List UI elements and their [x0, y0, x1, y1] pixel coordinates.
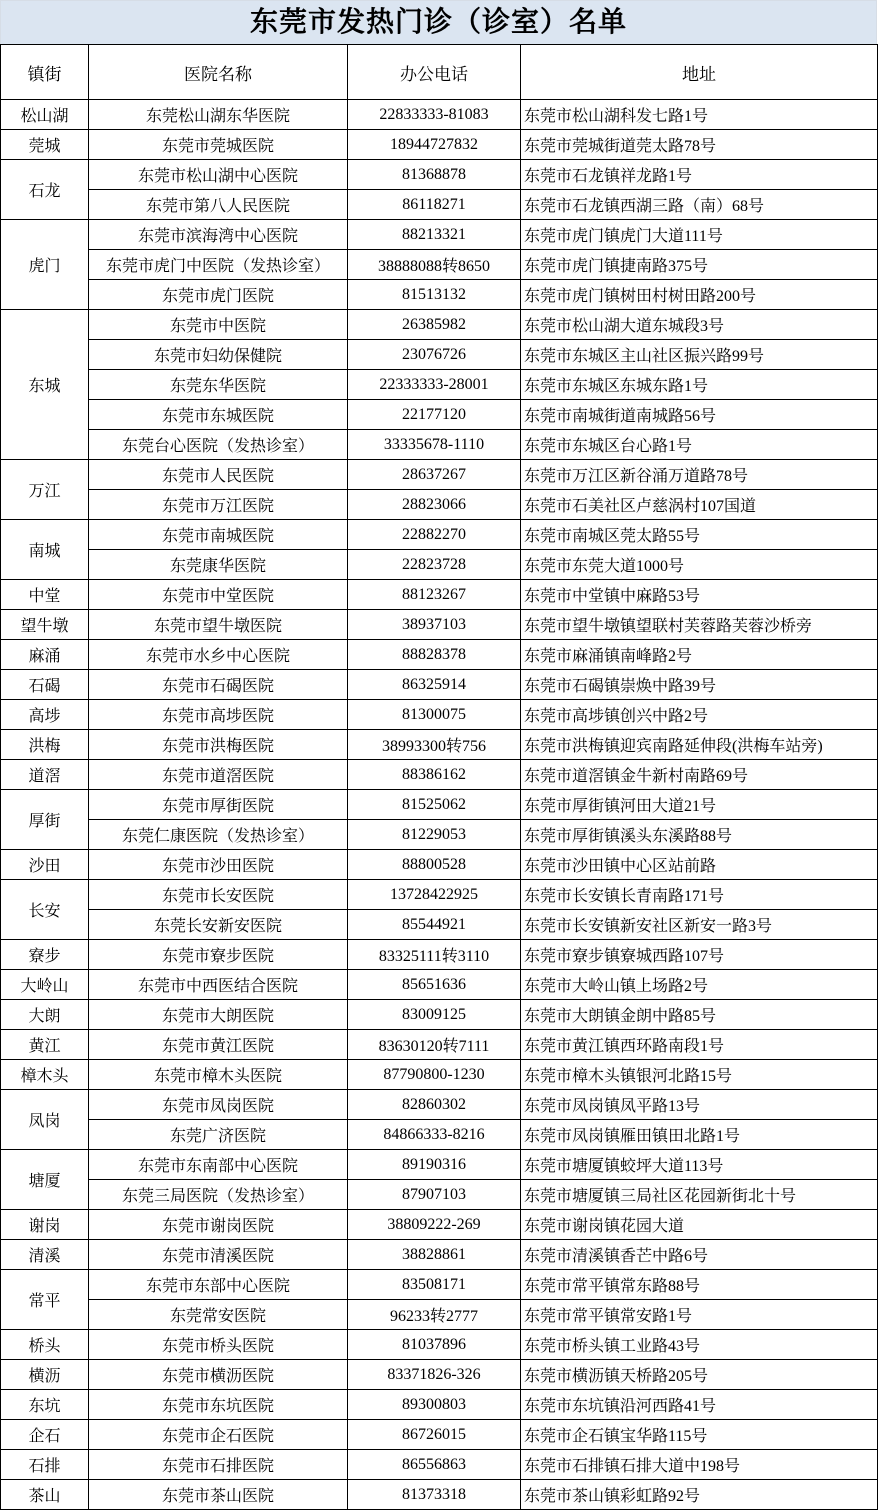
phone-cell: 83371826-326 — [348, 1360, 521, 1390]
table-row — [1, 1090, 878, 1120]
phone-cell: 89190316 — [348, 1150, 521, 1180]
phone-cell: 38828861 — [348, 1240, 521, 1270]
hospital-name-cell: 东莞市厚街医院 — [89, 790, 348, 820]
town-cell: 虎门 — [1, 220, 89, 310]
table-row — [1, 1300, 878, 1330]
hospital-name-cell: 东莞市水乡中心医院 — [89, 640, 348, 670]
address-cell: 东莞市长安镇新安社区新安一路3号 — [521, 910, 878, 940]
table-row — [1, 760, 878, 790]
town-cell: 黄江 — [1, 1030, 89, 1060]
address-cell: 东莞市东城区台心路1号 — [521, 430, 878, 460]
table-row — [1, 1150, 878, 1180]
address-cell: 东莞市南城区莞太路55号 — [521, 520, 878, 550]
phone-cell: 85544921 — [348, 910, 521, 940]
phone-cell: 81525062 — [348, 790, 521, 820]
column-header-addr: 地址 — [521, 45, 878, 100]
phone-cell: 83630120转7111 — [348, 1030, 521, 1060]
address-cell: 东莞市塘厦镇三局社区花园新街北十号 — [521, 1180, 878, 1210]
address-cell: 东莞市望牛墩镇望联村芙蓉路芙蓉沙桥旁 — [521, 610, 878, 640]
town-cell: 莞城 — [1, 130, 89, 160]
table-row — [1, 1450, 878, 1480]
page-title: 东莞市发热门诊（诊室）名单 — [0, 0, 877, 44]
phone-cell: 83325111转3110 — [348, 940, 521, 970]
phone-cell: 22177120 — [348, 400, 521, 430]
table-row — [1, 340, 878, 370]
table-row — [1, 1180, 878, 1210]
address-cell: 东莞市东城区主山社区振兴路99号 — [521, 340, 878, 370]
town-cell: 清溪 — [1, 1240, 89, 1270]
phone-cell: 86325914 — [348, 670, 521, 700]
hospital-name-cell: 东莞市桥头医院 — [89, 1330, 348, 1360]
table-row — [1, 970, 878, 1000]
column-header-town: 镇街 — [1, 45, 89, 100]
phone-cell: 81373318 — [348, 1480, 521, 1510]
table-row — [1, 370, 878, 400]
table-row — [1, 490, 878, 520]
hospital-name-cell: 东莞康华医院 — [89, 550, 348, 580]
table-row — [1, 1000, 878, 1030]
address-cell: 东莞市大岭山镇上场路2号 — [521, 970, 878, 1000]
town-cell: 沙田 — [1, 850, 89, 880]
address-cell: 东莞市长安镇长青南路171号 — [521, 880, 878, 910]
town-cell: 松山湖 — [1, 100, 89, 130]
town-cell: 厚街 — [1, 790, 89, 850]
table-row — [1, 460, 878, 490]
table-row — [1, 520, 878, 550]
table-row — [1, 1480, 878, 1510]
town-cell: 横沥 — [1, 1360, 89, 1390]
town-cell: 东坑 — [1, 1390, 89, 1420]
table-row — [1, 580, 878, 610]
table-row — [1, 100, 878, 130]
hospital-name-cell: 东莞市滨海湾中心医院 — [89, 220, 348, 250]
address-cell: 东莞市东坑镇沿河西路41号 — [521, 1390, 878, 1420]
town-cell: 桥头 — [1, 1330, 89, 1360]
phone-cell: 33335678-1110 — [348, 430, 521, 460]
hospital-name-cell: 东莞仁康医院（发热诊室） — [89, 820, 348, 850]
address-cell: 东莞市松山湖大道东城段3号 — [521, 310, 878, 340]
town-cell: 长安 — [1, 880, 89, 940]
hospital-name-cell: 东莞市高埗医院 — [89, 700, 348, 730]
hospital-name-cell: 东莞台心医院（发热诊室） — [89, 430, 348, 460]
address-cell: 东莞市莞城街道莞太路78号 — [521, 130, 878, 160]
address-cell: 东莞市东城区东城东路1号 — [521, 370, 878, 400]
table-row — [1, 1060, 878, 1090]
hospital-name-cell: 东莞市中堂医院 — [89, 580, 348, 610]
phone-cell: 26385982 — [348, 310, 521, 340]
hospital-name-cell: 东莞市妇幼保健院 — [89, 340, 348, 370]
address-cell: 东莞市桥头镇工业路43号 — [521, 1330, 878, 1360]
town-cell: 石排 — [1, 1450, 89, 1480]
phone-cell: 22333333-28001 — [348, 370, 521, 400]
hospital-name-cell: 东莞市东城医院 — [89, 400, 348, 430]
address-cell: 东莞市洪梅镇迎宾南路延伸段(洪梅车站旁) — [521, 730, 878, 760]
table-row — [1, 190, 878, 220]
table-row — [1, 1120, 878, 1150]
phone-cell: 88213321 — [348, 220, 521, 250]
town-cell: 中堂 — [1, 580, 89, 610]
phone-cell: 87790800-1230 — [348, 1060, 521, 1090]
hospital-name-cell: 东莞市松山湖中心医院 — [89, 160, 348, 190]
address-cell: 东莞市麻涌镇南峰路2号 — [521, 640, 878, 670]
address-cell: 东莞市石碣镇崇焕中路39号 — [521, 670, 878, 700]
town-cell: 高埗 — [1, 700, 89, 730]
hospital-name-cell: 东莞东华医院 — [89, 370, 348, 400]
town-cell: 寮步 — [1, 940, 89, 970]
hospital-name-cell: 东莞市虎门中医院（发热诊室） — [89, 250, 348, 280]
hospital-name-cell: 东莞市凤岗医院 — [89, 1090, 348, 1120]
address-cell: 东莞市凤岗镇凤平路13号 — [521, 1090, 878, 1120]
table-row — [1, 1390, 878, 1420]
town-cell: 望牛墩 — [1, 610, 89, 640]
table-row — [1, 670, 878, 700]
table-row — [1, 940, 878, 970]
address-cell: 东莞市樟木头镇银河北路15号 — [521, 1060, 878, 1090]
hospital-name-cell: 东莞市沙田医院 — [89, 850, 348, 880]
phone-cell: 22882270 — [348, 520, 521, 550]
address-cell: 东莞市厚街镇溪头东溪路88号 — [521, 820, 878, 850]
address-cell: 东莞市横沥镇天桥路205号 — [521, 1360, 878, 1390]
address-cell: 东莞市东莞大道1000号 — [521, 550, 878, 580]
table-row — [1, 1330, 878, 1360]
address-cell: 东莞市石美社区卢慈涡村107国道 — [521, 490, 878, 520]
phone-cell: 82860302 — [348, 1090, 521, 1120]
column-header-phone: 办公电话 — [348, 45, 521, 100]
hospital-name-cell: 东莞长安新安医院 — [89, 910, 348, 940]
table-row — [1, 250, 878, 280]
phone-cell: 81229053 — [348, 820, 521, 850]
phone-cell: 86556863 — [348, 1450, 521, 1480]
table-row — [1, 430, 878, 460]
fever-clinic-table — [0, 44, 878, 1510]
address-cell: 东莞市虎门镇虎门大道111号 — [521, 220, 878, 250]
town-cell: 塘厦 — [1, 1150, 89, 1210]
table-row — [1, 310, 878, 340]
town-cell: 南城 — [1, 520, 89, 580]
table-row — [1, 850, 878, 880]
table-body — [1, 100, 878, 1510]
phone-cell: 96233转2777 — [348, 1300, 521, 1330]
hospital-name-cell: 东莞市望牛墩医院 — [89, 610, 348, 640]
address-cell: 东莞市企石镇宝华路115号 — [521, 1420, 878, 1450]
hospital-name-cell: 东莞松山湖东华医院 — [89, 100, 348, 130]
phone-cell: 23076726 — [348, 340, 521, 370]
hospital-name-cell: 东莞市第八人民医院 — [89, 190, 348, 220]
address-cell: 东莞市石龙镇西湖三路（南）68号 — [521, 190, 878, 220]
hospital-name-cell: 东莞市石碣医院 — [89, 670, 348, 700]
hospital-name-cell: 东莞市横沥医院 — [89, 1360, 348, 1390]
table-row — [1, 1420, 878, 1450]
hospital-name-cell: 东莞市清溪医院 — [89, 1240, 348, 1270]
hospital-name-cell: 东莞市道滘医院 — [89, 760, 348, 790]
table-header — [1, 45, 878, 100]
address-cell: 东莞市中堂镇中麻路53号 — [521, 580, 878, 610]
town-cell: 大岭山 — [1, 970, 89, 1000]
table-row — [1, 790, 878, 820]
hospital-name-cell: 东莞市大朗医院 — [89, 1000, 348, 1030]
town-cell: 凤岗 — [1, 1090, 89, 1150]
hospital-name-cell: 东莞市黄江医院 — [89, 1030, 348, 1060]
town-cell: 东城 — [1, 310, 89, 460]
hospital-name-cell: 东莞市企石医院 — [89, 1420, 348, 1450]
town-cell: 茶山 — [1, 1480, 89, 1510]
phone-cell: 84866333-8216 — [348, 1120, 521, 1150]
table-row — [1, 1030, 878, 1060]
town-cell: 常平 — [1, 1270, 89, 1330]
phone-cell: 88123267 — [348, 580, 521, 610]
phone-cell: 87907103 — [348, 1180, 521, 1210]
address-cell: 东莞市寮步镇寮城西路107号 — [521, 940, 878, 970]
hospital-name-cell: 东莞市茶山医院 — [89, 1480, 348, 1510]
phone-cell: 83009125 — [348, 1000, 521, 1030]
table-row — [1, 640, 878, 670]
table-row — [1, 610, 878, 640]
column-header-name: 医院名称 — [89, 45, 348, 100]
hospital-name-cell: 东莞常安医院 — [89, 1300, 348, 1330]
hospital-name-cell: 东莞市东坑医院 — [89, 1390, 348, 1420]
phone-cell: 38993300转756 — [348, 730, 521, 760]
table-row — [1, 220, 878, 250]
town-cell: 万江 — [1, 460, 89, 520]
town-cell: 大朗 — [1, 1000, 89, 1030]
town-cell: 谢岗 — [1, 1210, 89, 1240]
table-row — [1, 1210, 878, 1240]
phone-cell: 22823728 — [348, 550, 521, 580]
phone-cell: 81368878 — [348, 160, 521, 190]
table-row — [1, 550, 878, 580]
table-row — [1, 820, 878, 850]
address-cell: 东莞市谢岗镇花园大道 — [521, 1210, 878, 1240]
hospital-name-cell: 东莞市石排医院 — [89, 1450, 348, 1480]
phone-cell: 22833333-81083 — [348, 100, 521, 130]
phone-cell: 81037896 — [348, 1330, 521, 1360]
table-row — [1, 280, 878, 310]
phone-cell: 38937103 — [348, 610, 521, 640]
table-row — [1, 1360, 878, 1390]
address-cell: 东莞市虎门镇捷南路375号 — [521, 250, 878, 280]
address-cell: 东莞市沙田镇中心区站前路 — [521, 850, 878, 880]
hospital-name-cell: 东莞市中西医结合医院 — [89, 970, 348, 1000]
table-row — [1, 880, 878, 910]
hospital-name-cell: 东莞市东部中心医院 — [89, 1270, 348, 1300]
address-cell: 东莞市黄江镇西环路南段1号 — [521, 1030, 878, 1060]
table-row — [1, 1270, 878, 1300]
address-cell: 东莞市清溪镇香芒中路6号 — [521, 1240, 878, 1270]
table-row — [1, 1240, 878, 1270]
phone-cell: 89300803 — [348, 1390, 521, 1420]
address-cell: 东莞市常平镇常安路1号 — [521, 1300, 878, 1330]
header-row — [1, 45, 878, 100]
address-cell: 东莞市高埗镇创兴中路2号 — [521, 700, 878, 730]
hospital-name-cell: 东莞市南城医院 — [89, 520, 348, 550]
address-cell: 东莞市石排镇石排大道中198号 — [521, 1450, 878, 1480]
phone-cell: 86726015 — [348, 1420, 521, 1450]
table-row — [1, 400, 878, 430]
phone-cell: 38809222-269 — [348, 1210, 521, 1240]
phone-cell: 18944727832 — [348, 130, 521, 160]
address-cell: 东莞市道滘镇金牛新村南路69号 — [521, 760, 878, 790]
town-cell: 樟木头 — [1, 1060, 89, 1090]
phone-cell: 81513132 — [348, 280, 521, 310]
table-row — [1, 730, 878, 760]
phone-cell: 38888088转8650 — [348, 250, 521, 280]
hospital-name-cell: 东莞市东南部中心医院 — [89, 1150, 348, 1180]
phone-cell: 88386162 — [348, 760, 521, 790]
town-cell: 洪梅 — [1, 730, 89, 760]
hospital-name-cell: 东莞广济医院 — [89, 1120, 348, 1150]
address-cell: 东莞市松山湖科发七路1号 — [521, 100, 878, 130]
table-row — [1, 130, 878, 160]
town-cell: 石碣 — [1, 670, 89, 700]
table-row — [1, 160, 878, 190]
table-row — [1, 700, 878, 730]
phone-cell: 88800528 — [348, 850, 521, 880]
address-cell: 东莞市大朗镇金朗中路85号 — [521, 1000, 878, 1030]
hospital-name-cell: 东莞市万江医院 — [89, 490, 348, 520]
address-cell: 东莞市茶山镇彩虹路92号 — [521, 1480, 878, 1510]
hospital-name-cell: 东莞市莞城医院 — [89, 130, 348, 160]
table-row — [1, 910, 878, 940]
phone-cell: 28823066 — [348, 490, 521, 520]
address-cell: 东莞市塘厦镇蛟坪大道113号 — [521, 1150, 878, 1180]
address-cell: 东莞市虎门镇树田村树田路200号 — [521, 280, 878, 310]
hospital-name-cell: 东莞三局医院（发热诊室） — [89, 1180, 348, 1210]
phone-cell: 28637267 — [348, 460, 521, 490]
town-cell: 道滘 — [1, 760, 89, 790]
address-cell: 东莞市万江区新谷涌万道路78号 — [521, 460, 878, 490]
hospital-name-cell: 东莞市谢岗医院 — [89, 1210, 348, 1240]
address-cell: 东莞市厚街镇河田大道21号 — [521, 790, 878, 820]
phone-cell: 88828378 — [348, 640, 521, 670]
address-cell: 东莞市常平镇常东路88号 — [521, 1270, 878, 1300]
phone-cell: 81300075 — [348, 700, 521, 730]
phone-cell: 13728422925 — [348, 880, 521, 910]
town-cell: 麻涌 — [1, 640, 89, 670]
town-cell: 石龙 — [1, 160, 89, 220]
town-cell: 企石 — [1, 1420, 89, 1450]
hospital-name-cell: 东莞市樟木头医院 — [89, 1060, 348, 1090]
phone-cell: 83508171 — [348, 1270, 521, 1300]
hospital-name-cell: 东莞市人民医院 — [89, 460, 348, 490]
hospital-name-cell: 东莞市寮步医院 — [89, 940, 348, 970]
address-cell: 东莞市凤岗镇雁田镇田北路1号 — [521, 1120, 878, 1150]
phone-cell: 85651636 — [348, 970, 521, 1000]
address-cell: 东莞市南城街道南城路56号 — [521, 400, 878, 430]
hospital-name-cell: 东莞市虎门医院 — [89, 280, 348, 310]
phone-cell: 86118271 — [348, 190, 521, 220]
address-cell: 东莞市石龙镇祥龙路1号 — [521, 160, 878, 190]
hospital-name-cell: 东莞市中医院 — [89, 310, 348, 340]
hospital-name-cell: 东莞市长安医院 — [89, 880, 348, 910]
hospital-name-cell: 东莞市洪梅医院 — [89, 730, 348, 760]
